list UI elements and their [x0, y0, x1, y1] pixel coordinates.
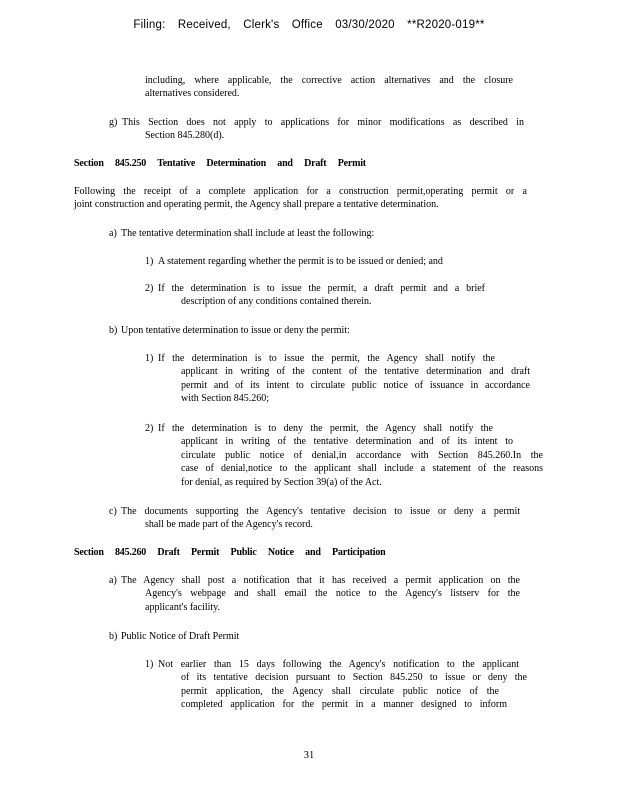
text-line: The Agency shall post a notification that it has received a permit application on the [121, 575, 520, 586]
filing-stamp-header: Filing: Received, Clerk's Office 03/30/2020 **R2020-019** [133, 19, 485, 31]
item-label: 2) [145, 423, 154, 434]
text-line: applicant in writing of the content of the tentative determination and draft [181, 366, 530, 378]
text-line: If the determination is to issue the permit, the Agency shall notify the [158, 353, 495, 364]
text-line: alternatives considered. [145, 88, 240, 100]
text-line: shall be made part of the Agency's record. [145, 519, 313, 531]
item-label: a) [109, 228, 117, 239]
text-line: applicant in writing of the tentative determination and of its intent to [181, 436, 513, 448]
text-line: Following the receipt of a complete application for a construction permit,operating permit or a [74, 186, 527, 197]
item-label: a) [109, 575, 117, 586]
text-line: A statement regarding whether the permit is to be issued or denied; and [158, 256, 443, 267]
text-line: If the determination is to issue the permit, a draft permit and a brief [158, 283, 485, 294]
section-heading-845-260: Section 845.260 Draft Permit Public Notice and Participation [74, 547, 386, 558]
text-line: Public Notice of Draft Permit [121, 631, 240, 642]
text-line: description of any conditions contained therein. [181, 296, 372, 308]
text-line: for denial, as required by Section 39(a) of the Act. [181, 476, 382, 488]
text-line: circulate public notice of denial,in accordance with Section 845.260.In the [181, 449, 543, 461]
text-line: Section 845.280(d). [145, 130, 225, 142]
item-label: b) [109, 325, 118, 336]
text-line: The tentative determination shall include at least the following: [121, 228, 375, 239]
item-label: g) [109, 117, 118, 128]
item-label: 2) [145, 283, 154, 294]
text-line: Not earlier than 15 days following the Agency's notification to the applicant [158, 659, 519, 670]
text-line: permit application, the Agency shall circulate public notice of the [181, 685, 499, 697]
text-line: If the determination is to deny the permit, the Agency shall notify the [158, 423, 493, 434]
item-label: b) [109, 631, 118, 642]
page-number: 31 [303, 750, 315, 761]
item-label: 1) [145, 659, 154, 670]
text-line: case of denial,notice to the applicant shall include a statement of the reasons [181, 463, 543, 475]
text-line: Upon tentative determination to issue or deny the permit: [121, 325, 350, 336]
text-line: permit and of its intent to circulate public notice of issuance in accordance [181, 379, 530, 391]
continued-text [145, 74, 513, 101]
section-heading-845-250: Section 845.250 Tentative Determination and Draft Permit [74, 158, 366, 169]
item-label: 1) [145, 353, 154, 364]
text-line: joint construction and operating permit, the Agency shall prepare a tentative determination. [74, 199, 439, 211]
text-line: including, where applicable, the corrective action alternatives and the closure [145, 75, 513, 86]
text-line: with Section 845.260; [181, 393, 270, 405]
text-line: The documents supporting the Agency's tentative decision to issue or deny a permit [121, 506, 520, 517]
item-label: 1) [145, 256, 154, 267]
intro-paragraph [74, 185, 527, 212]
text-line: applicant's facility. [145, 601, 221, 613]
text-line: Agency's webpage and shall email the notice to the Agency's listserv for the [145, 588, 520, 600]
item-label: c) [109, 506, 117, 517]
text-line: completed application for the permit in a manner designed to inform [181, 699, 507, 711]
text-line: This Section does not apply to applications for minor modifications as described in [122, 117, 524, 128]
text-line: of its tentative decision pursuant to Section 845.250 to issue or deny the [181, 672, 527, 684]
